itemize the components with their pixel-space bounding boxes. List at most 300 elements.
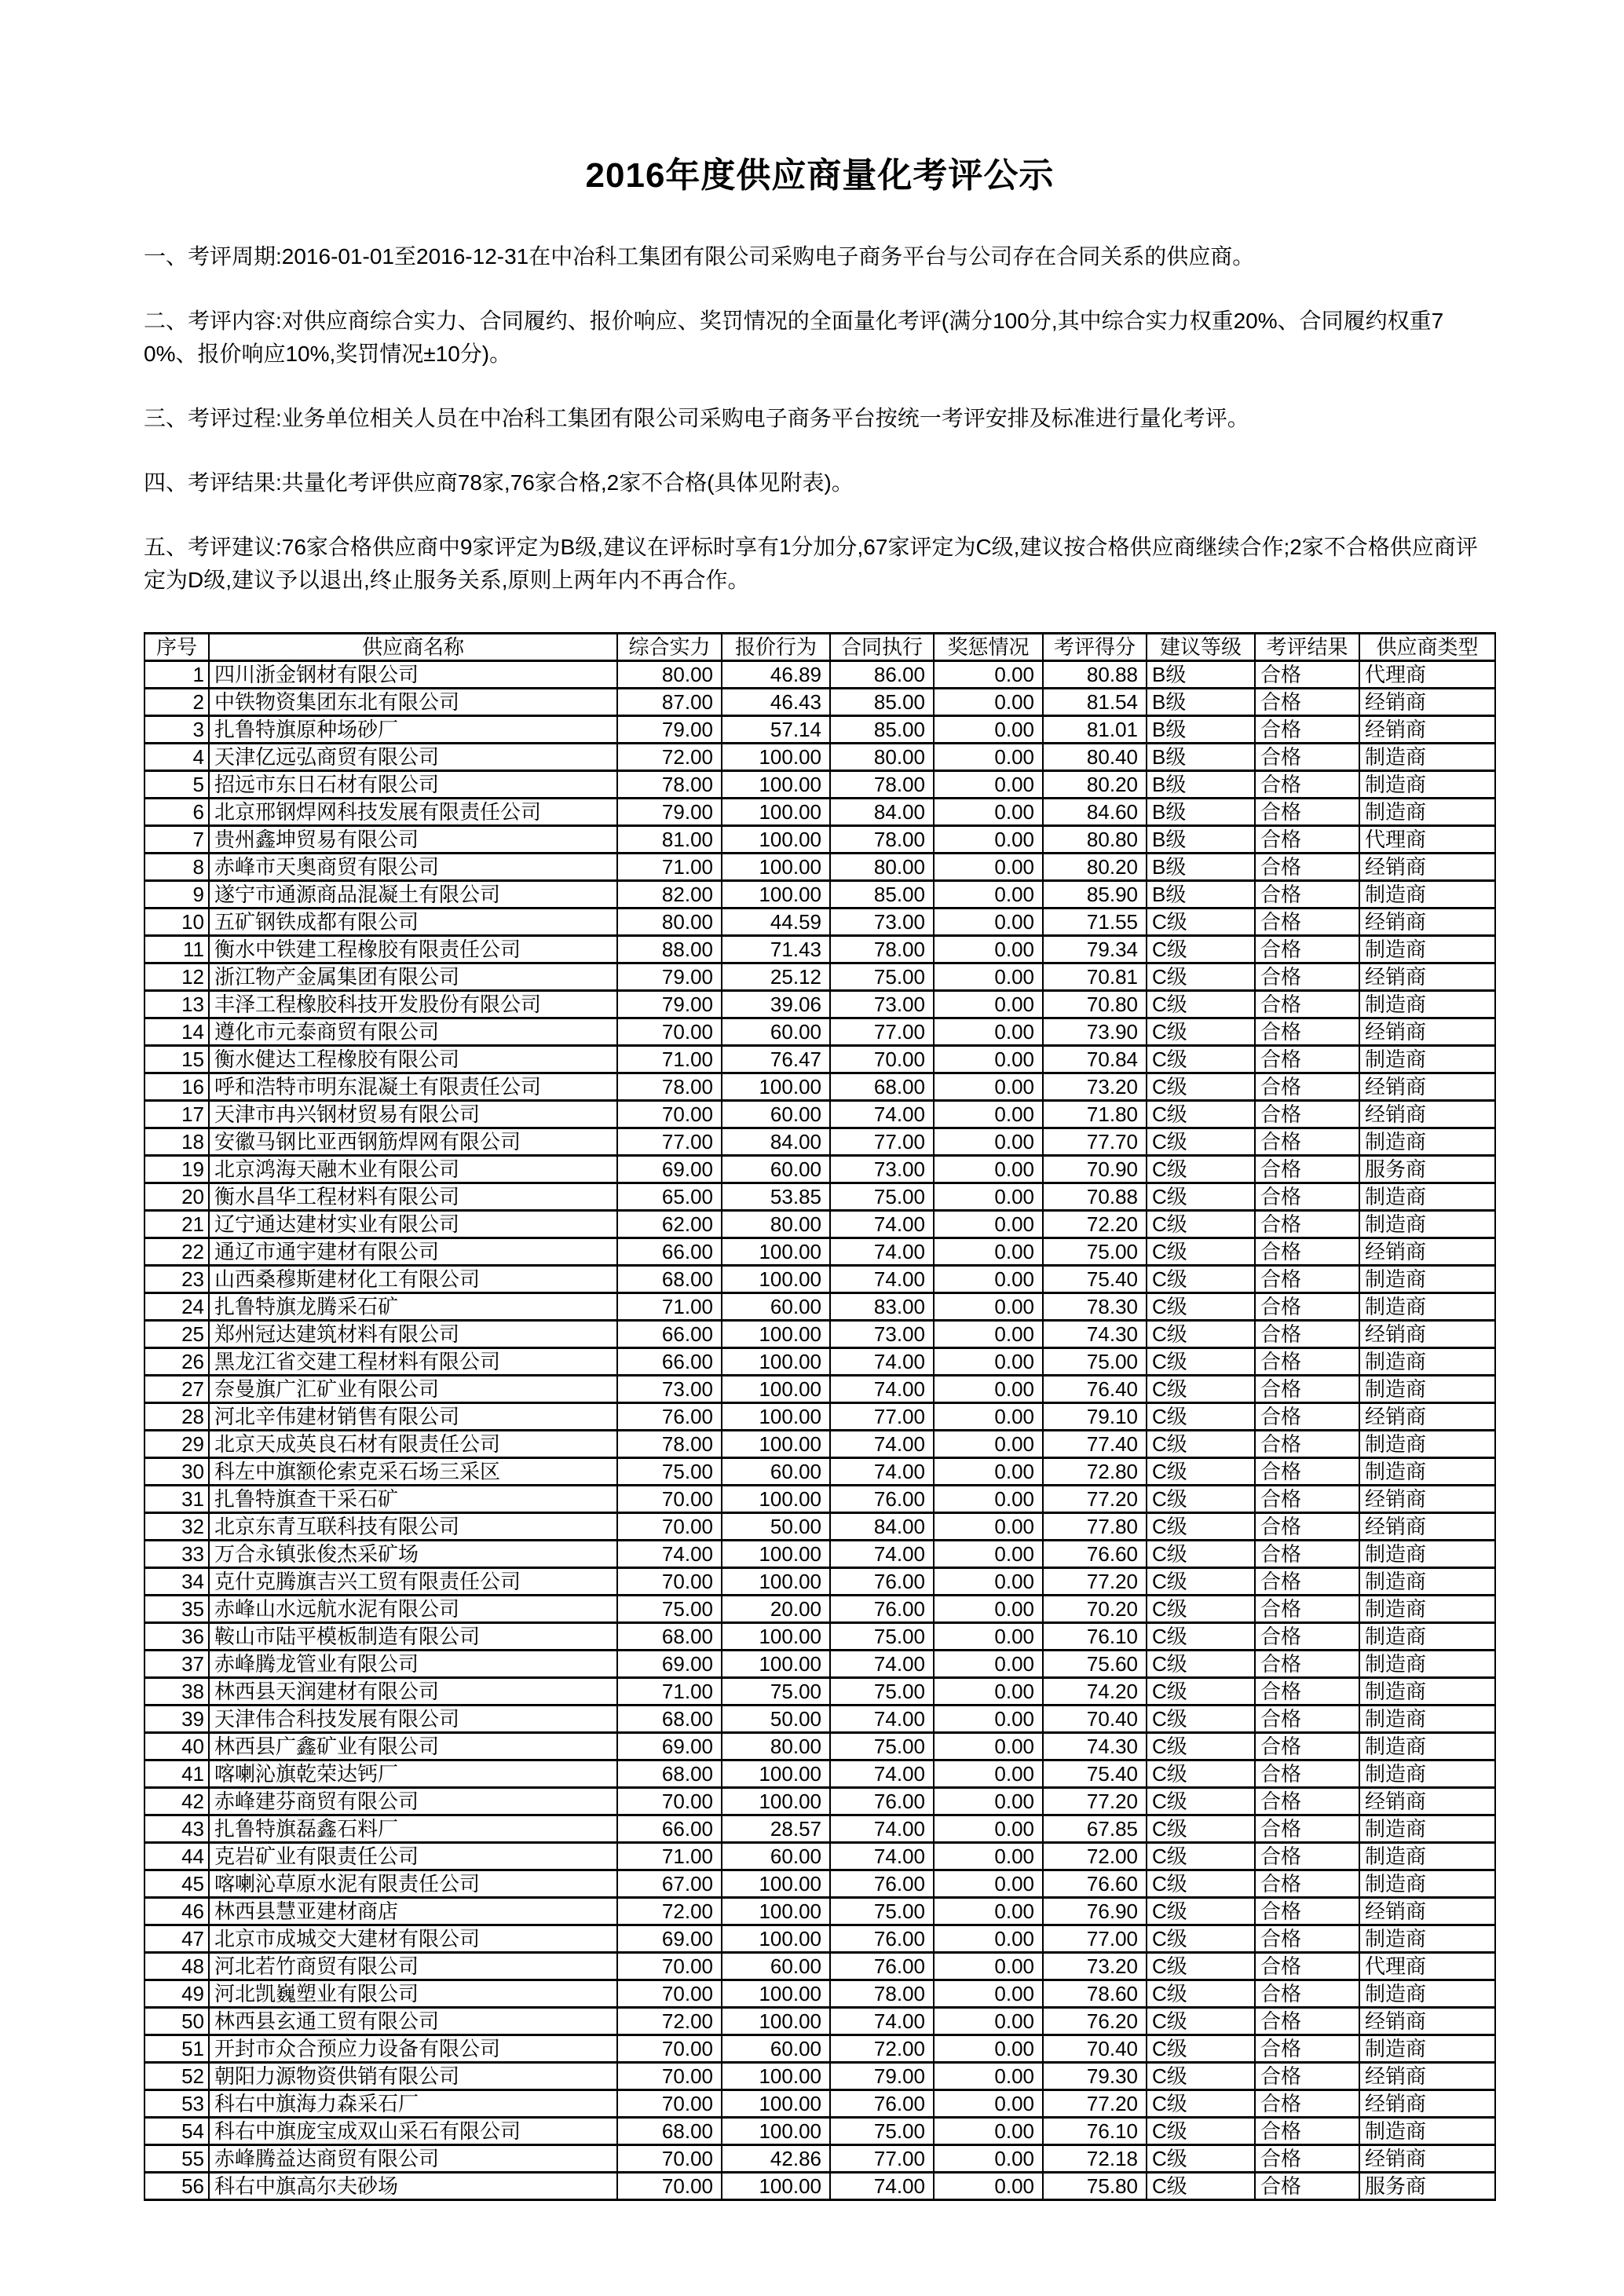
suggested-grade-cell: C级 [1147, 1898, 1255, 1925]
evaluation-result-cell: 合格 [1255, 1843, 1359, 1870]
contract-execution-cell: 86.00 [830, 661, 934, 689]
suggested-grade-cell: B级 [1147, 689, 1255, 716]
evaluation-result-cell: 合格 [1255, 2008, 1359, 2035]
table-row [144, 1898, 1495, 1925]
supplier-type-cell: 制造商 [1359, 771, 1495, 799]
seq-cell: 3 [144, 716, 209, 744]
evaluation-score-cell: 78.60 [1043, 1980, 1147, 2008]
table-row [144, 881, 1495, 909]
table-row [144, 2118, 1495, 2145]
comprehensive-strength-cell: 79.00 [617, 991, 722, 1018]
comprehensive-strength-cell: 70.00 [617, 2090, 722, 2118]
contract-execution-cell: 74.00 [830, 2173, 934, 2200]
quotation-behavior-cell: 100.00 [722, 1073, 830, 1101]
table-row [144, 1760, 1495, 1788]
table-row [144, 1678, 1495, 1706]
evaluation-score-cell: 71.80 [1043, 1101, 1147, 1128]
reward-punishment-cell: 0.00 [934, 744, 1043, 771]
table-row [144, 1733, 1495, 1760]
contract-execution-cell: 74.00 [830, 1376, 934, 1403]
evaluation-score-cell: 77.20 [1043, 1486, 1147, 1513]
comprehensive-strength-cell: 72.00 [617, 744, 722, 771]
evaluation-result-cell: 合格 [1255, 1156, 1359, 1183]
evaluation-score-cell: 74.30 [1043, 1321, 1147, 1348]
evaluation-score-cell: 73.90 [1043, 1018, 1147, 1046]
seq-cell: 21 [144, 1211, 209, 1238]
evaluation-score-cell: 72.20 [1043, 1211, 1147, 1238]
supplier-type-cell: 制造商 [1359, 1623, 1495, 1651]
contract-execution-cell: 74.00 [830, 1101, 934, 1128]
seq-cell: 43 [144, 1815, 209, 1843]
supplier-name-cell: 天津伟合科技发展有限公司 [209, 1706, 617, 1733]
evaluation-result-cell: 合格 [1255, 2173, 1359, 2200]
quotation-behavior-cell: 100.00 [722, 1980, 830, 2008]
supplier-type-cell: 制造商 [1359, 2118, 1495, 2145]
reward-punishment-cell: 0.00 [934, 2008, 1043, 2035]
suggested-grade-cell: C级 [1147, 1018, 1255, 1046]
evaluation-result-cell: 合格 [1255, 1348, 1359, 1376]
supplier-name-cell: 扎鲁特旗磊鑫石料厂 [209, 1815, 617, 1843]
document-title: 2016年度供应商量化考评公示 [585, 156, 1055, 195]
evaluation-result-cell: 合格 [1255, 1128, 1359, 1156]
table-row [144, 909, 1495, 936]
evaluation-result-cell: 合格 [1255, 1238, 1359, 1266]
table-row [144, 1348, 1495, 1376]
supplier-evaluation-table [144, 632, 1496, 2201]
evaluation-result-cell: 合格 [1255, 963, 1359, 991]
contract-execution-cell: 77.00 [830, 2145, 934, 2173]
reward-punishment-cell: 0.00 [934, 1843, 1043, 1870]
seq-cell: 10 [144, 909, 209, 936]
seq-cell: 46 [144, 1898, 209, 1925]
table-row [144, 689, 1495, 716]
table-row [144, 1925, 1495, 1953]
contract-execution-cell: 76.00 [830, 1870, 934, 1898]
supplier-name-cell: 克岩矿业有限责任公司 [209, 1843, 617, 1870]
evaluation-result-cell: 合格 [1255, 2118, 1359, 2145]
suggested-grade-cell: C级 [1147, 1211, 1255, 1238]
table-row [144, 1623, 1495, 1651]
comprehensive-strength-cell: 68.00 [617, 1760, 722, 1788]
quotation-behavior-cell: 60.00 [722, 1293, 830, 1321]
evaluation-result-cell: 合格 [1255, 1788, 1359, 1815]
table-header-row [144, 634, 1495, 661]
supplier-name-cell: 四川浙金钢材有限公司 [209, 661, 617, 689]
table-row [144, 1870, 1495, 1898]
evaluation-score-cell: 75.80 [1043, 2173, 1147, 2200]
reward-punishment-cell: 0.00 [934, 1953, 1043, 1980]
column-header-supplier-type: 供应商类型 [1359, 634, 1495, 661]
quotation-behavior-cell: 100.00 [722, 2063, 830, 2090]
seq-cell: 2 [144, 689, 209, 716]
evaluation-score-cell: 85.90 [1043, 881, 1147, 909]
supplier-type-cell: 经销商 [1359, 1101, 1495, 1128]
quotation-behavior-cell: 20.00 [722, 1596, 830, 1623]
supplier-name-cell: 扎鲁特旗查干采石矿 [209, 1486, 617, 1513]
suggested-grade-cell: C级 [1147, 1815, 1255, 1843]
reward-punishment-cell: 0.00 [934, 1623, 1043, 1651]
supplier-type-cell: 制造商 [1359, 991, 1495, 1018]
supplier-type-cell: 制造商 [1359, 1733, 1495, 1760]
seq-cell: 7 [144, 826, 209, 854]
reward-punishment-cell: 0.00 [934, 1348, 1043, 1376]
table-row [144, 2090, 1495, 2118]
evaluation-score-cell: 75.40 [1043, 1760, 1147, 1788]
contract-execution-cell: 77.00 [830, 1128, 934, 1156]
table-row [144, 1458, 1495, 1486]
reward-punishment-cell: 0.00 [934, 1403, 1043, 1431]
quotation-behavior-cell: 100.00 [722, 2090, 830, 2118]
evaluation-score-cell: 71.55 [1043, 909, 1147, 936]
quotation-behavior-cell: 84.00 [722, 1128, 830, 1156]
suggested-grade-cell: C级 [1147, 1293, 1255, 1321]
reward-punishment-cell: 0.00 [934, 881, 1043, 909]
seq-cell: 25 [144, 1321, 209, 1348]
quotation-behavior-cell: 57.14 [722, 716, 830, 744]
table-row [144, 2145, 1495, 2173]
reward-punishment-cell: 0.00 [934, 1183, 1043, 1211]
contract-execution-cell: 76.00 [830, 2090, 934, 2118]
column-header-suggested-grade: 建议等级 [1147, 634, 1255, 661]
contract-execution-cell: 74.00 [830, 1651, 934, 1678]
table-row [144, 1266, 1495, 1293]
quotation-behavior-cell: 60.00 [722, 1458, 830, 1486]
reward-punishment-cell: 0.00 [934, 1678, 1043, 1706]
table-row [144, 1293, 1495, 1321]
comprehensive-strength-cell: 68.00 [617, 1266, 722, 1293]
evaluation-score-cell: 80.20 [1043, 771, 1147, 799]
evaluation-result-cell: 合格 [1255, 854, 1359, 881]
evaluation-result-cell: 合格 [1255, 1870, 1359, 1898]
evaluation-result-cell: 合格 [1255, 744, 1359, 771]
supplier-type-cell: 服务商 [1359, 2173, 1495, 2200]
quotation-behavior-cell: 100.00 [722, 744, 830, 771]
evaluation-result-cell: 合格 [1255, 2063, 1359, 2090]
contract-execution-cell: 74.00 [830, 1431, 934, 1458]
table-row [144, 854, 1495, 881]
paragraph-evaluation-process: 三、考评过程:业务单位相关人员在中冶科工集团有限公司采购电子商务平台按统一考评安排及标准进行量化考评。 [144, 406, 1249, 430]
seq-cell: 34 [144, 1568, 209, 1596]
evaluation-result-cell: 合格 [1255, 661, 1359, 689]
comprehensive-strength-cell: 68.00 [617, 1706, 722, 1733]
contract-execution-cell: 68.00 [830, 1073, 934, 1101]
suggested-grade-cell: C级 [1147, 1788, 1255, 1815]
evaluation-score-cell: 75.60 [1043, 1651, 1147, 1678]
seq-cell: 20 [144, 1183, 209, 1211]
comprehensive-strength-cell: 79.00 [617, 799, 722, 826]
quotation-behavior-cell: 100.00 [722, 1898, 830, 1925]
supplier-name-cell: 通辽市通宇建材有限公司 [209, 1238, 617, 1266]
supplier-name-cell: 开封市众合预应力设备有限公司 [209, 2035, 617, 2063]
supplier-type-cell: 经销商 [1359, 1403, 1495, 1431]
quotation-behavior-cell: 100.00 [722, 881, 830, 909]
quotation-behavior-cell: 100.00 [722, 771, 830, 799]
seq-cell: 24 [144, 1293, 209, 1321]
evaluation-score-cell: 80.20 [1043, 854, 1147, 881]
evaluation-score-cell: 80.40 [1043, 744, 1147, 771]
contract-execution-cell: 80.00 [830, 854, 934, 881]
supplier-type-cell: 制造商 [1359, 1980, 1495, 2008]
table-row [144, 1376, 1495, 1403]
evaluation-result-cell: 合格 [1255, 1925, 1359, 1953]
contract-execution-cell: 74.00 [830, 1815, 934, 1843]
suggested-grade-cell: C级 [1147, 963, 1255, 991]
suggested-grade-cell: C级 [1147, 1376, 1255, 1403]
supplier-type-cell: 制造商 [1359, 1596, 1495, 1623]
supplier-type-cell: 经销商 [1359, 909, 1495, 936]
supplier-type-cell: 制造商 [1359, 1458, 1495, 1486]
comprehensive-strength-cell: 70.00 [617, 1101, 722, 1128]
suggested-grade-cell: C级 [1147, 2063, 1255, 2090]
suggested-grade-cell: C级 [1147, 1156, 1255, 1183]
evaluation-result-cell: 合格 [1255, 936, 1359, 963]
evaluation-score-cell: 70.84 [1043, 1046, 1147, 1073]
contract-execution-cell: 75.00 [830, 1623, 934, 1651]
comprehensive-strength-cell: 75.00 [617, 1596, 722, 1623]
supplier-type-cell: 经销商 [1359, 1486, 1495, 1513]
seq-cell: 13 [144, 991, 209, 1018]
reward-punishment-cell: 0.00 [934, 716, 1043, 744]
suggested-grade-cell: C级 [1147, 2008, 1255, 2035]
column-header-seq: 序号 [144, 634, 209, 661]
comprehensive-strength-cell: 67.00 [617, 1870, 722, 1898]
quotation-behavior-cell: 100.00 [722, 854, 830, 881]
reward-punishment-cell: 0.00 [934, 1788, 1043, 1815]
evaluation-score-cell: 77.00 [1043, 1925, 1147, 1953]
seq-cell: 38 [144, 1678, 209, 1706]
paragraph-evaluation-result: 四、考评结果:共量化考评供应商78家,76家合格,2家不合格(具体见附表)。 [144, 470, 854, 495]
supplier-name-cell: 贵州鑫坤贸易有限公司 [209, 826, 617, 854]
table-row [144, 1651, 1495, 1678]
reward-punishment-cell: 0.00 [934, 1815, 1043, 1843]
supplier-name-cell: 北京市成城交大建材有限公司 [209, 1925, 617, 1953]
evaluation-result-cell: 合格 [1255, 1678, 1359, 1706]
evaluation-result-cell: 合格 [1255, 1953, 1359, 1980]
suggested-grade-cell: C级 [1147, 1541, 1255, 1568]
comprehensive-strength-cell: 71.00 [617, 1046, 722, 1073]
supplier-name-cell: 郑州冠达建筑材料有限公司 [209, 1321, 617, 1348]
contract-execution-cell: 78.00 [830, 771, 934, 799]
contract-execution-cell: 76.00 [830, 1925, 934, 1953]
supplier-name-cell: 天津市冉兴钢材贸易有限公司 [209, 1101, 617, 1128]
contract-execution-cell: 73.00 [830, 991, 934, 1018]
suggested-grade-cell: C级 [1147, 1238, 1255, 1266]
contract-execution-cell: 78.00 [830, 936, 934, 963]
supplier-type-cell: 经销商 [1359, 2063, 1495, 2090]
supplier-name-cell: 赤峰市天奥商贸有限公司 [209, 854, 617, 881]
table-row [144, 2173, 1495, 2200]
quotation-behavior-cell: 71.43 [722, 936, 830, 963]
evaluation-score-cell: 72.80 [1043, 1458, 1147, 1486]
evaluation-result-cell: 合格 [1255, 799, 1359, 826]
column-header-evaluation-result: 考评结果 [1255, 634, 1359, 661]
evaluation-result-cell: 合格 [1255, 689, 1359, 716]
contract-execution-cell: 76.00 [830, 1486, 934, 1513]
supplier-type-cell: 制造商 [1359, 744, 1495, 771]
paragraph-evaluation-advice: 五、考评建议:76家合格供应商中9家评定为B级,建议在评标时享有1分加分,67家评定为C级,建议按合格供应商继续合作;2家不合格供应商评定为D级,建议予以退出,终止服务关系,原则上两年内不再合作。 [144, 535, 1478, 592]
supplier-type-cell: 经销商 [1359, 689, 1495, 716]
contract-execution-cell: 80.00 [830, 744, 934, 771]
table-row [144, 2063, 1495, 2090]
suggested-grade-cell: C级 [1147, 1733, 1255, 1760]
supplier-type-cell: 制造商 [1359, 1266, 1495, 1293]
supplier-type-cell: 制造商 [1359, 1568, 1495, 1596]
evaluation-score-cell: 76.20 [1043, 2008, 1147, 2035]
table-row [144, 1183, 1495, 1211]
evaluation-score-cell: 70.90 [1043, 1156, 1147, 1183]
comprehensive-strength-cell: 71.00 [617, 854, 722, 881]
quotation-behavior-cell: 100.00 [722, 799, 830, 826]
reward-punishment-cell: 0.00 [934, 1541, 1043, 1568]
reward-punishment-cell: 0.00 [934, 1651, 1043, 1678]
quotation-behavior-cell: 50.00 [722, 1513, 830, 1541]
evaluation-score-cell: 72.18 [1043, 2145, 1147, 2173]
contract-execution-cell: 74.00 [830, 1238, 934, 1266]
quotation-behavior-cell: 60.00 [722, 1101, 830, 1128]
supplier-type-cell: 制造商 [1359, 2035, 1495, 2063]
evaluation-score-cell: 76.60 [1043, 1870, 1147, 1898]
suggested-grade-cell: C级 [1147, 1568, 1255, 1596]
table-row [144, 936, 1495, 963]
evaluation-result-cell: 合格 [1255, 1376, 1359, 1403]
supplier-name-cell: 黑龙江省交建工程材料有限公司 [209, 1348, 617, 1376]
evaluation-result-cell: 合格 [1255, 826, 1359, 854]
supplier-type-cell: 代理商 [1359, 826, 1495, 854]
table-row [144, 963, 1495, 991]
evaluation-result-cell: 合格 [1255, 1706, 1359, 1733]
reward-punishment-cell: 0.00 [934, 1486, 1043, 1513]
suggested-grade-cell: C级 [1147, 1651, 1255, 1678]
evaluation-result-cell: 合格 [1255, 716, 1359, 744]
contract-execution-cell: 75.00 [830, 1898, 934, 1925]
evaluation-score-cell: 77.80 [1043, 1513, 1147, 1541]
evaluation-score-cell: 79.30 [1043, 2063, 1147, 2090]
suggested-grade-cell: C级 [1147, 1678, 1255, 1706]
suggested-grade-cell: B级 [1147, 854, 1255, 881]
table-row [144, 1486, 1495, 1513]
evaluation-result-cell: 合格 [1255, 2090, 1359, 2118]
table-row [144, 1815, 1495, 1843]
quotation-behavior-cell: 100.00 [722, 1925, 830, 1953]
comprehensive-strength-cell: 66.00 [617, 1321, 722, 1348]
suggested-grade-cell: C级 [1147, 1596, 1255, 1623]
supplier-name-cell: 衡水中铁建工程橡胶有限责任公司 [209, 936, 617, 963]
evaluation-result-cell: 合格 [1255, 2035, 1359, 2063]
supplier-name-cell: 克什克腾旗吉兴工贸有限责任公司 [209, 1568, 617, 1596]
comprehensive-strength-cell: 70.00 [617, 1980, 722, 2008]
supplier-type-cell: 制造商 [1359, 1046, 1495, 1073]
supplier-name-cell: 辽宁通达建材实业有限公司 [209, 1211, 617, 1238]
contract-execution-cell: 85.00 [830, 716, 934, 744]
comprehensive-strength-cell: 78.00 [617, 1073, 722, 1101]
quotation-behavior-cell: 76.47 [722, 1046, 830, 1073]
supplier-type-cell: 服务商 [1359, 1156, 1495, 1183]
table-row [144, 826, 1495, 854]
contract-execution-cell: 84.00 [830, 1513, 934, 1541]
contract-execution-cell: 74.00 [830, 1843, 934, 1870]
quotation-behavior-cell: 100.00 [722, 1870, 830, 1898]
contract-execution-cell: 75.00 [830, 1733, 934, 1760]
evaluation-score-cell: 70.88 [1043, 1183, 1147, 1211]
table-row [144, 1431, 1495, 1458]
comprehensive-strength-cell: 74.00 [617, 1541, 722, 1568]
supplier-name-cell: 喀喇沁旗乾荣达钙厂 [209, 1760, 617, 1788]
suggested-grade-cell: C级 [1147, 1431, 1255, 1458]
seq-cell: 32 [144, 1513, 209, 1541]
seq-cell: 12 [144, 963, 209, 991]
seq-cell: 16 [144, 1073, 209, 1101]
quotation-behavior-cell: 28.57 [722, 1815, 830, 1843]
evaluation-score-cell: 77.20 [1043, 1788, 1147, 1815]
evaluation-score-cell: 75.40 [1043, 1266, 1147, 1293]
seq-cell: 5 [144, 771, 209, 799]
reward-punishment-cell: 0.00 [934, 1513, 1043, 1541]
evaluation-result-cell: 合格 [1255, 1568, 1359, 1596]
quotation-behavior-cell: 60.00 [722, 1156, 830, 1183]
seq-cell: 9 [144, 881, 209, 909]
seq-cell: 27 [144, 1376, 209, 1403]
contract-execution-cell: 73.00 [830, 909, 934, 936]
table-row [144, 661, 1495, 689]
contract-execution-cell: 76.00 [830, 1568, 934, 1596]
quotation-behavior-cell: 100.00 [722, 2173, 830, 2200]
evaluation-score-cell: 77.20 [1043, 1568, 1147, 1596]
contract-execution-cell: 77.00 [830, 1018, 934, 1046]
reward-punishment-cell: 0.00 [934, 854, 1043, 881]
reward-punishment-cell: 0.00 [934, 991, 1043, 1018]
contract-execution-cell: 77.00 [830, 1403, 934, 1431]
evaluation-score-cell: 78.30 [1043, 1293, 1147, 1321]
supplier-type-cell: 经销商 [1359, 1788, 1495, 1815]
table-row [144, 771, 1495, 799]
paragraph-evaluation-content: 二、考评内容:对供应商综合实力、合同履约、报价响应、奖罚情况的全面量化考评(满分100分,其中综合实力权重20%、合同履约权重70%、报价响应10%,奖罚情况±10分)。 [144, 309, 1444, 366]
supplier-name-cell: 林西县玄通工贸有限公司 [209, 2008, 617, 2035]
quotation-behavior-cell: 100.00 [722, 1321, 830, 1348]
seq-cell: 19 [144, 1156, 209, 1183]
evaluation-result-cell: 合格 [1255, 881, 1359, 909]
supplier-name-cell: 河北凯巍塑业有限公司 [209, 1980, 617, 2008]
quotation-behavior-cell: 42.86 [722, 2145, 830, 2173]
suggested-grade-cell: C级 [1147, 1458, 1255, 1486]
comprehensive-strength-cell: 79.00 [617, 963, 722, 991]
evaluation-score-cell: 79.34 [1043, 936, 1147, 963]
supplier-name-cell: 朝阳力源物资供销有限公司 [209, 2063, 617, 2090]
document-page [144, 0, 1496, 2201]
seq-cell: 17 [144, 1101, 209, 1128]
table-row [144, 716, 1495, 744]
seq-cell: 29 [144, 1431, 209, 1458]
seq-cell: 4 [144, 744, 209, 771]
evaluation-result-cell: 合格 [1255, 771, 1359, 799]
reward-punishment-cell: 0.00 [934, 1156, 1043, 1183]
contract-execution-cell: 78.00 [830, 826, 934, 854]
suggested-grade-cell: C级 [1147, 2118, 1255, 2145]
supplier-name-cell: 安徽马钢比亚西钢筋焊网有限公司 [209, 1128, 617, 1156]
table-row [144, 1018, 1495, 1046]
supplier-name-cell: 林西县广鑫矿业有限公司 [209, 1733, 617, 1760]
quotation-behavior-cell: 80.00 [722, 1211, 830, 1238]
table-row [144, 1238, 1495, 1266]
evaluation-score-cell: 84.60 [1043, 799, 1147, 826]
suggested-grade-cell: B级 [1147, 799, 1255, 826]
supplier-name-cell: 中铁物资集团东北有限公司 [209, 689, 617, 716]
reward-punishment-cell: 0.00 [934, 909, 1043, 936]
column-header-comprehensive-strength: 综合实力 [617, 634, 722, 661]
contract-execution-cell: 74.00 [830, 1541, 934, 1568]
reward-punishment-cell: 0.00 [934, 2173, 1043, 2200]
seq-cell: 53 [144, 2090, 209, 2118]
seq-cell: 22 [144, 1238, 209, 1266]
